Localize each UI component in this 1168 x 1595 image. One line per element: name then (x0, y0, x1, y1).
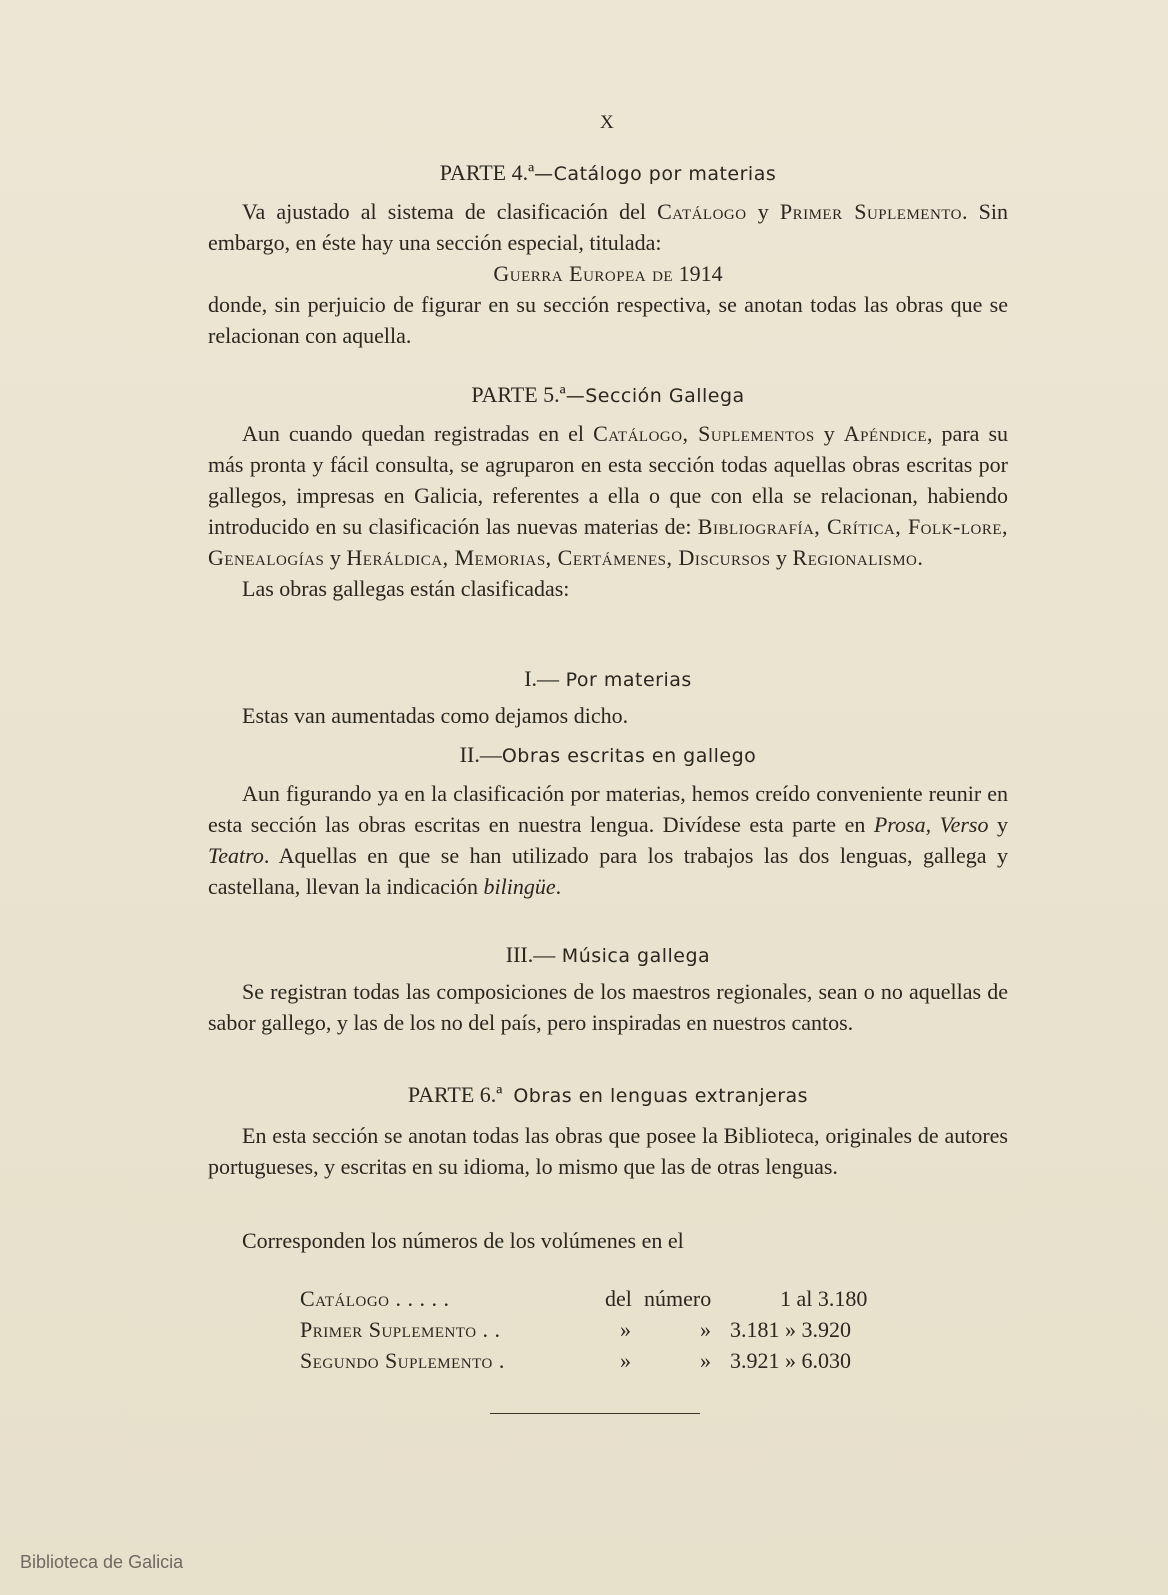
parte4-center-heading: Guerra Europea de 1914 (493, 261, 723, 286)
table-row: Catálogo . . . . . del número 1 al 3.180 (300, 1286, 868, 1311)
sub3-paragraph: Se registran todas las composiciones de los maestros regionales, sean o no aquellas de sabor gallego, y las de los no del país, pero inspiradas en nuestros cantos. (208, 979, 1008, 1035)
sub3-heading: III.— Música gallega (505, 942, 711, 967)
sub1-body (208, 700, 1008, 731)
sub1-paragraph: Estas van aumentadas como dejamos dicho. (242, 703, 629, 728)
parte6-body (208, 1120, 1008, 1182)
parte4-paragraph-2: donde, sin perjuicio de figurar en su sección respectiva, se anotan todas las obras que se relacionan con aquella. (208, 292, 1008, 348)
volumes-table (300, 1283, 920, 1376)
sub3-body (208, 976, 1008, 1038)
parte4-heading (208, 160, 1008, 186)
sub2-body (208, 778, 1008, 902)
sub2-heading: II.—Obras escritas en gallego (459, 742, 757, 767)
parte5-heading (208, 382, 1008, 408)
page-number: X (600, 112, 614, 133)
table-row: Segundo Suplemento . » » 3.921 » 6.030 (300, 1348, 851, 1373)
parte4-title: —Catálogo por materias (534, 163, 777, 185)
parte4-body (208, 196, 1008, 351)
parte4-paragraph: Va ajustado al sistema de clasificación del Catálogo y Primer Suplemento. Sin embargo, en éste hay una sección especial, titulada: (208, 199, 1009, 255)
footer-watermark: Biblioteca de Galicia (20, 1552, 184, 1572)
parte6-title: Obras en lenguas extranjeras (513, 1085, 809, 1107)
volumes-intro: Corresponden los números de los volúmenes en el (242, 1228, 684, 1253)
table-row: Primer Suplemento . . » » 3.181 » 3.920 (300, 1317, 851, 1342)
sub1-heading: I.— Por materias (524, 666, 692, 691)
parte5-paragraph: Aun cuando quedan registradas en el Catálogo, Suplementos y Apéndice, para su más pronta y fácil consulta, se agruparon en esta sección todas aquellas obras escritas por gallegos, impresas en Galicia, referentes a ella o que con ella se relacionan, habiendo introducido en su clasificación las nuevas materias de: Bibliografía, Crítica, Folk-lore, Genealogías y Heráldica, Memorias, Certámenes, Discursos y Regionalismo. (208, 421, 1009, 570)
parte6-number: PARTE 6.ª (407, 1082, 503, 1107)
parte6-heading (208, 1082, 1008, 1108)
parte5-title: —Sección Gallega (565, 385, 745, 407)
closing-rule (490, 1413, 700, 1414)
parte4-number: PARTE 4.ª (439, 160, 535, 185)
parte5-number: PARTE 5.ª (471, 382, 566, 407)
sub2-paragraph: Aun figurando ya en la clasificación por materias, hemos creído conveniente reunir en esta sección las obras escritas en nuestra lengua. Divídese esta parte en Prosa, Verso y Teatro. Aquellas en que se han utilizado para los trabajos las dos lenguas, gallega y castellana, llevan la indicación bilingüe. (208, 781, 1009, 899)
parte5-body (208, 418, 1008, 604)
parte6-paragraph: En esta sección se anotan todas las obras que posee la Biblioteca, originales de autores portugueses, y escritas en su idioma, lo mismo que las de otras lenguas. (208, 1123, 1008, 1179)
parte5-paragraph-2: Las obras gallegas están clasificadas: (242, 576, 570, 601)
